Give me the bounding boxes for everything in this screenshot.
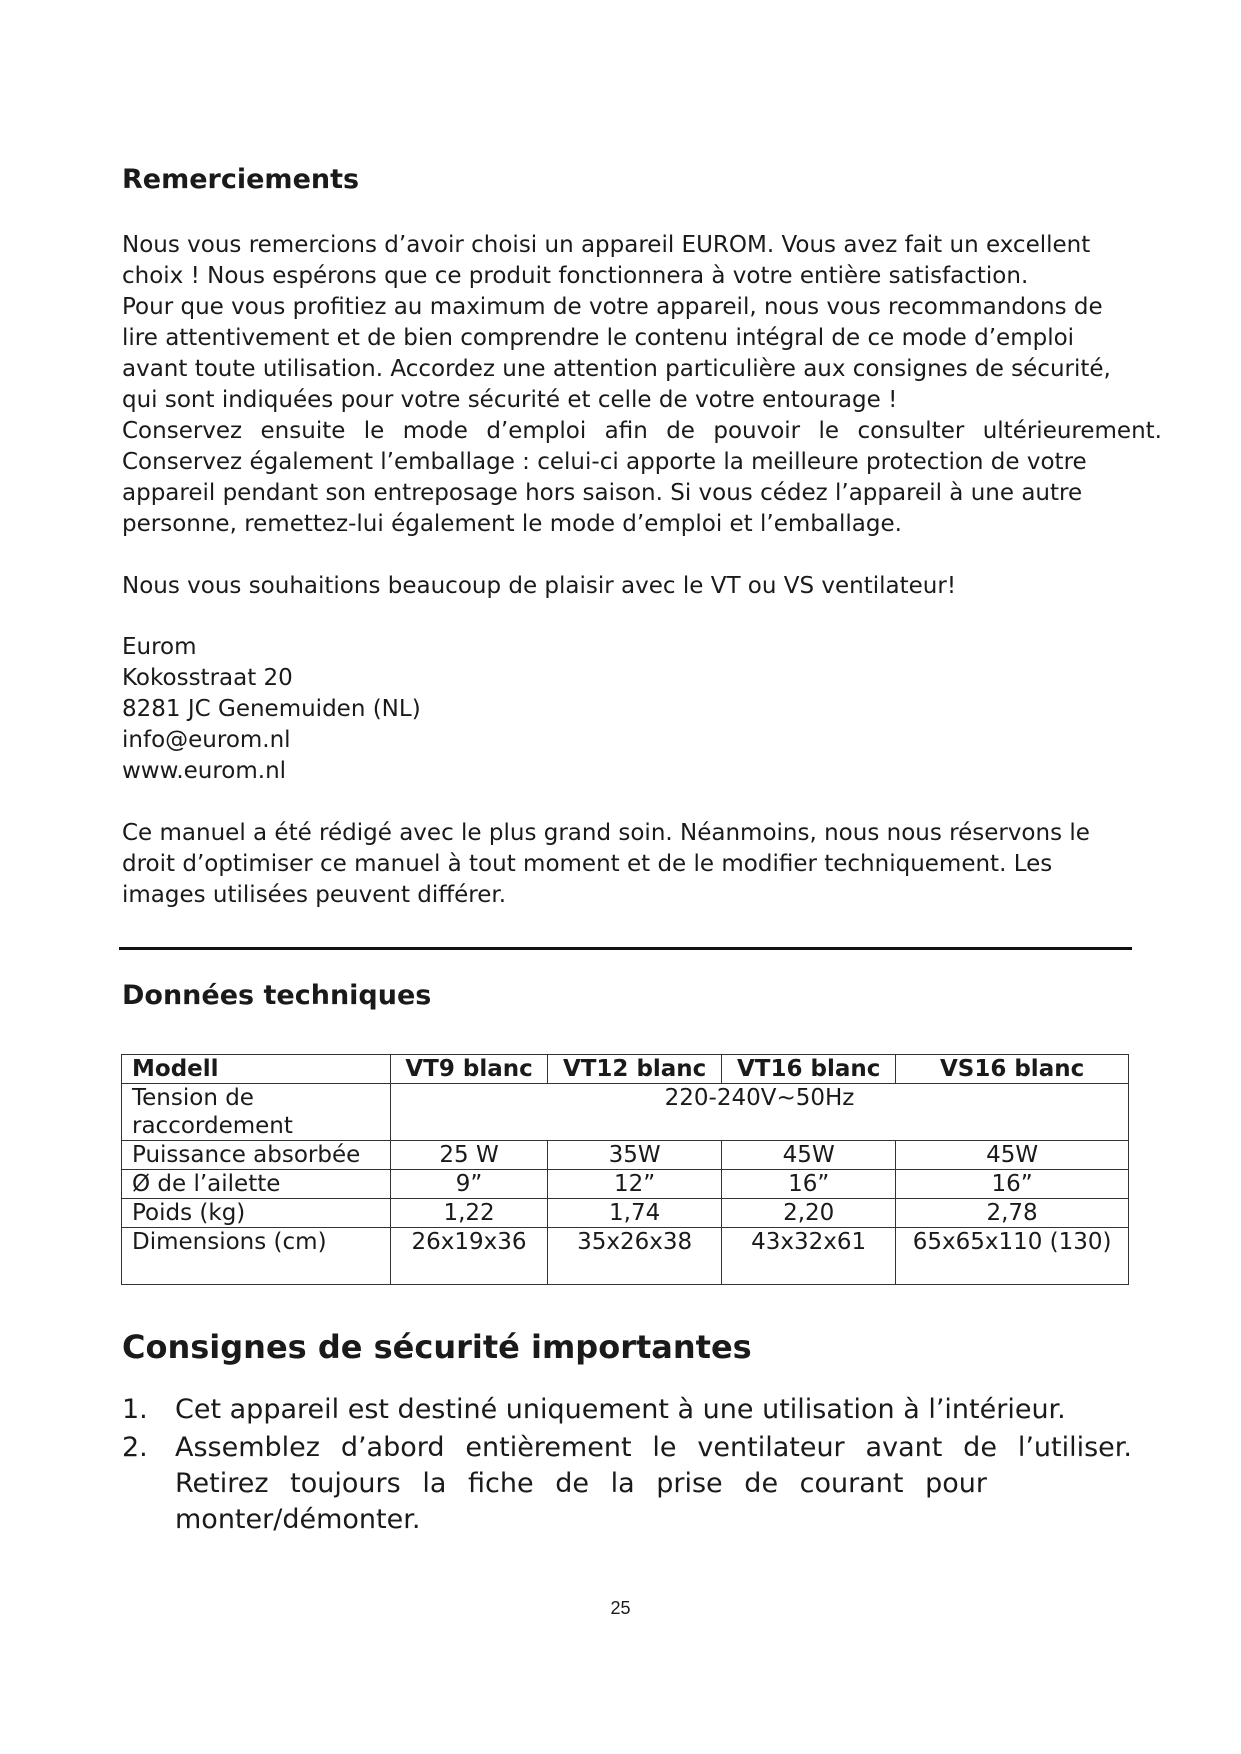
company-address xyxy=(122,632,1162,787)
table-cell: 2,20 xyxy=(722,1199,896,1228)
disclaimer-paragraph xyxy=(122,818,1162,911)
header-cell: VT12 blanc xyxy=(548,1055,722,1084)
tech-heading: Données techniques xyxy=(122,980,432,1011)
table-cell: 43x32x61 xyxy=(722,1228,896,1285)
table-cell: 45W xyxy=(722,1141,896,1170)
table-cell: 2,78 xyxy=(896,1199,1129,1228)
table-cell: 45W xyxy=(896,1141,1129,1170)
table-row xyxy=(122,1170,1129,1199)
table-cell: 1,22 xyxy=(391,1199,548,1228)
paragraph-line: Conservez ensuite le mode d’emploi afin de pouvoir le consulter ultérieurement. xyxy=(122,418,1162,444)
header-cell: VT16 blanc xyxy=(722,1055,896,1084)
list-text: Cet appareil est destiné uniquement à une utilisation à l’intérieur. xyxy=(175,1394,1066,1425)
list-text-line: Assemblez d’abord entièrement le ventilateur avant de l’utiliser. xyxy=(175,1432,1132,1463)
address-website: www.eurom.nl xyxy=(122,758,287,784)
table-cell: 1,74 xyxy=(548,1199,722,1228)
paragraph-line: Ce manuel a été rédigé avec le plus grand soin. Néanmoins, nous nous réservons le xyxy=(122,820,1090,846)
safety-list xyxy=(122,1392,1132,1540)
row-label: Poids (kg) xyxy=(122,1199,391,1228)
list-number: 1. xyxy=(122,1394,148,1425)
page-number: 25 xyxy=(610,1598,631,1618)
table-header-row xyxy=(122,1055,1129,1084)
paragraph-line: images utilisées peuvent différer. xyxy=(122,882,507,908)
paragraph-line: Conservez également l’emballage : celui-ci apporte la meilleure protection de votre xyxy=(122,449,1087,475)
table-cell: 16” xyxy=(722,1170,896,1199)
header-cell: VT9 blanc xyxy=(391,1055,548,1084)
list-number: 2. xyxy=(122,1432,148,1463)
table-row xyxy=(122,1228,1129,1285)
header-cell: VS16 blanc xyxy=(896,1055,1129,1084)
row-label: Tension de raccordement xyxy=(122,1084,391,1141)
section-divider xyxy=(119,947,1132,950)
table-cell: 35W xyxy=(548,1141,722,1170)
table-row xyxy=(122,1084,1129,1141)
paragraph-line: personne, remettez-lui également le mode d’emploi et l’emballage. xyxy=(122,511,902,537)
paragraph-line: qui sont indiquées pour votre sécurité et celle de votre entourage ! xyxy=(122,387,898,413)
table-cell: 26x19x36 xyxy=(391,1228,548,1285)
list-text-line: monter/démonter. xyxy=(175,1504,421,1535)
row-label: Dimensions (cm) xyxy=(122,1228,391,1285)
voltage-value: 220-240V~50Hz xyxy=(391,1084,1129,1141)
address-company: Eurom xyxy=(122,634,197,660)
row-label: Puissance absorbée xyxy=(122,1141,391,1170)
row-label: Ø de l’ailette xyxy=(122,1170,391,1199)
table-cell: 9” xyxy=(391,1170,548,1199)
table-row xyxy=(122,1199,1129,1228)
table-cell: 16” xyxy=(896,1170,1129,1199)
list-item xyxy=(122,1392,1132,1428)
table-cell: 25 W xyxy=(391,1141,548,1170)
table-cell: 65x65x110 (130) xyxy=(896,1228,1129,1285)
thanks-heading: Remerciements xyxy=(122,164,360,195)
tech-spec-table xyxy=(121,1054,1129,1285)
paragraph-line: lire attentivement et de bien comprendre le contenu intégral de ce mode d’emploi xyxy=(122,325,1075,351)
list-text-line: Retirez toujours la fiche de la prise de courant pour xyxy=(175,1468,987,1499)
header-cell: Modell xyxy=(122,1055,391,1084)
table-row xyxy=(122,1141,1129,1170)
paragraph-line: Pour que vous profitiez au maximum de votre appareil, nous vous recommandons de xyxy=(122,294,1103,320)
address-email: info@eurom.nl xyxy=(122,727,291,753)
paragraph-line: avant toute utilisation. Accordez une attention particulière aux consignes de sécurité, xyxy=(122,356,1111,382)
address-street: Kokosstraat 20 xyxy=(122,665,293,691)
safety-heading: Consignes de sécurité importantes xyxy=(122,1328,752,1366)
list-item xyxy=(122,1430,1132,1538)
table-cell: 12” xyxy=(548,1170,722,1199)
wish-line: Nous vous souhaitions beaucoup de plaisir avec le VT ou VS ventilateur! xyxy=(122,573,957,599)
paragraph-line: droit d’optimiser ce manuel à tout moment et de le modifier techniquement. Les xyxy=(122,851,1053,877)
table-cell: 35x26x38 xyxy=(548,1228,722,1285)
paragraph-line: appareil pendant son entreposage hors saison. Si vous cédez l’appareil à une autre xyxy=(122,480,1083,506)
wish-text xyxy=(122,571,1162,602)
paragraph-line: Nous vous remercions d’avoir choisi un appareil EUROM. Vous avez fait un excellent xyxy=(122,232,1091,258)
paragraph-line: choix ! Nous espérons que ce produit fonctionnera à votre entière satisfaction. xyxy=(122,263,1029,289)
address-city: 8281 JC Genemuiden (NL) xyxy=(122,696,421,722)
thanks-paragraph xyxy=(122,230,1162,540)
